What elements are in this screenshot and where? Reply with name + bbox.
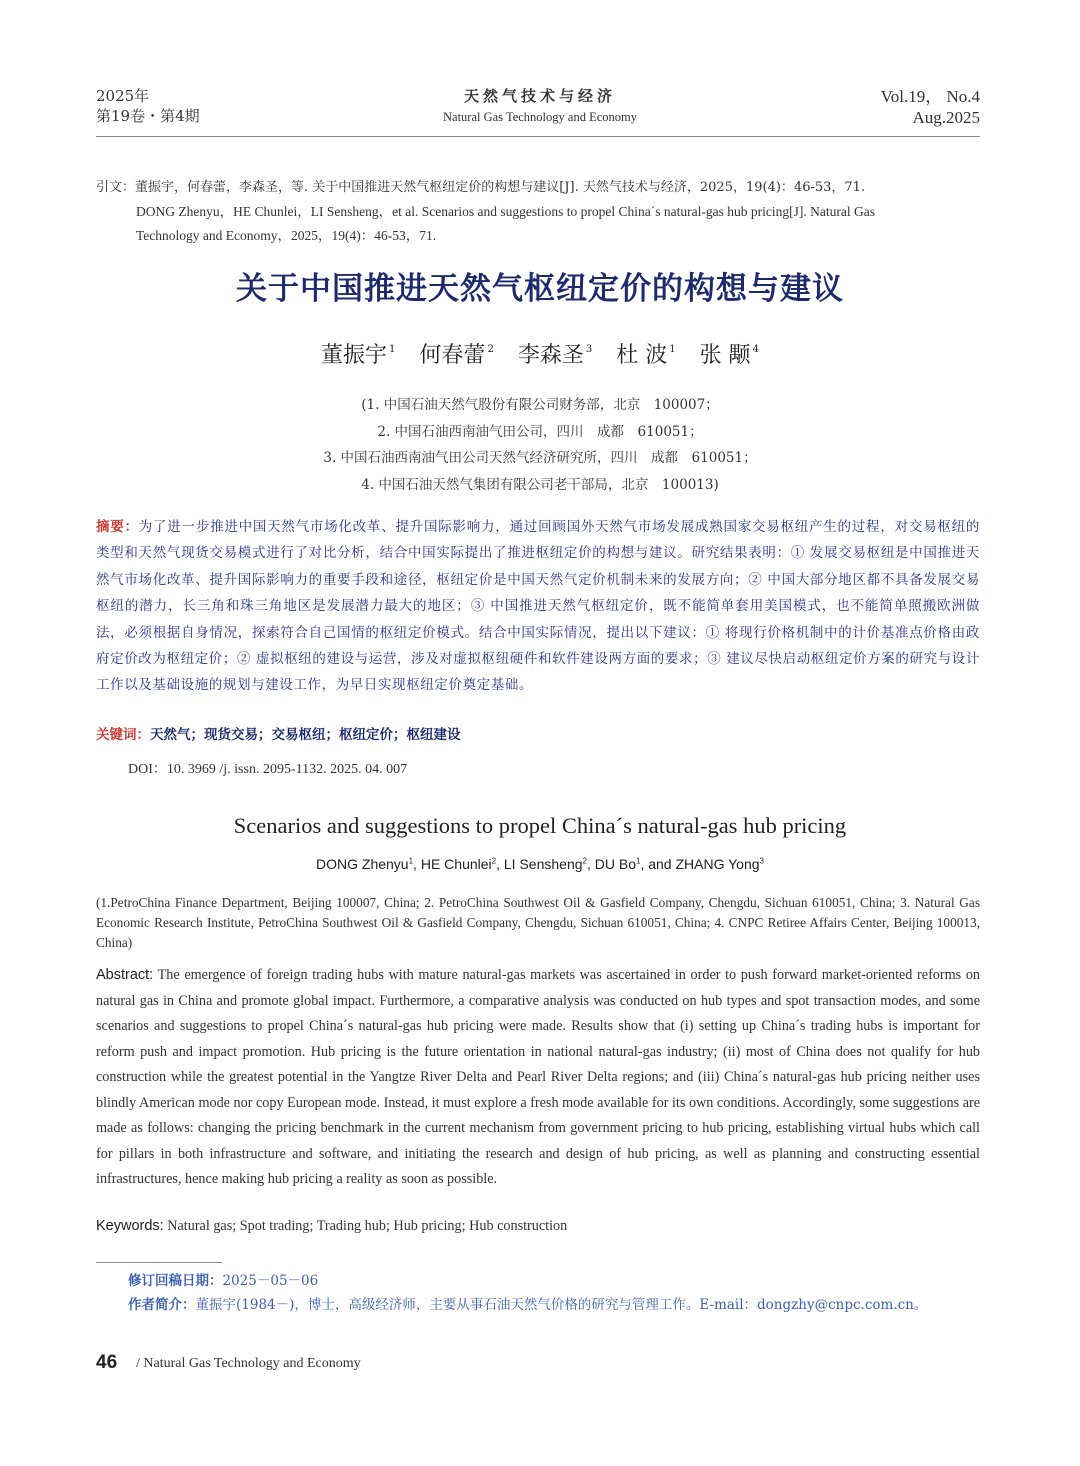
affiliation-4: 4. 中国石油天然气集团有限公司老干部局，北京 100013) bbox=[361, 476, 719, 493]
author-name-en: DONG Zhenyu bbox=[316, 856, 409, 872]
author-cn bbox=[616, 343, 675, 368]
abstract-en-text: The emergence of foreign trading hubs with mature natural-gas markets was ascertained in order to push forward market-oriented reforms on natural gas in China and promote global impact. Furthermore, a comparative analysis was conducted on hub types and spot transaction modes, and some scenarios and suggestions to propel China´s natural-gas hub pricing were made. Results show that (i) setting up China´s trading hubs is important for reform push and impact promotion. Hub pricing is the future orientation in national natural-gas industry; (ii) most of China does not qualify for hub construction while the greatest potential in the Yangtze River Delta and Pearl River Delta regions; and (iii) China´s natural-gas hub pricing neither uses blindly American mode nor copy European mode. Instead, it must explore a fresh mode available for its own conditions. Accordingly, some suggestions are made as follows: changing the pricing benchmark in the current mechanism from government pricing to hub pricing, establishing virtual hubs which call for pillars in both infrastructure and software, and initiating the research and design of hub pricing, as well as planning and constructing essential infrastructures, hence making hub pricing a reality as soon as possible. bbox=[96, 967, 981, 1187]
author-name: 杜 波 bbox=[616, 343, 668, 368]
citation-en-line2: Technology and Economy，2025，19(4)：46-53，71. bbox=[136, 228, 437, 243]
author-cn bbox=[419, 343, 493, 368]
author-bio-line bbox=[96, 1294, 980, 1318]
doi: DOI：10. 3969 /j. issn. 2095-1132. 2025. 04. 007 bbox=[128, 762, 408, 777]
keywords-cn-label: 关键词： bbox=[96, 727, 150, 743]
affiliation-mark: 1 bbox=[669, 344, 676, 355]
journal-name-cn: 天然气技术与经济 bbox=[463, 87, 616, 105]
keywords-cn bbox=[96, 723, 980, 743]
article-title-cn: 关于中国推进天然气枢纽定价的构想与建议 bbox=[236, 271, 844, 307]
author-separator: , bbox=[586, 856, 595, 872]
author-separator: , bbox=[496, 856, 504, 872]
affiliation-mark: 3 bbox=[759, 856, 764, 866]
author-name-en: LI Sensheng bbox=[503, 856, 583, 872]
author-cn bbox=[321, 343, 395, 368]
affiliation-1: (1. 中国石油天然气股份有限公司财务部，北京 100007； bbox=[361, 397, 719, 413]
abstract-en-label: Abstract: bbox=[96, 967, 154, 983]
affiliation-mark: 2 bbox=[491, 856, 497, 866]
author-name: 董振宇 bbox=[321, 343, 388, 368]
author-name-en: ZHANG Yong bbox=[675, 856, 760, 872]
keywords-en-text: Natural gas; Spot trading; Trading hub; Hub pricing; Hub construction bbox=[167, 1218, 568, 1234]
affiliation-2: 2. 中国石油西南油气田公司，四川 成都 610051； bbox=[377, 423, 703, 440]
abstract-cn-label: 摘要： bbox=[96, 519, 139, 535]
affiliations-en: (1.PetroChina Finance Department, Beijing 100007, China; 2. PetroChina Southwest Oil & Gasfield Company, Chengdu, Sichuan 610051, China; 3. Natural Gas Economic Research Institute, PetroChina Southwest Oil & Gasfield Company, Chengdu, Sichuan 610051, China; 4. CNPC Retiree Affairs Center, Beijing 100013, China) bbox=[96, 895, 980, 950]
issue-date: Aug.2025 bbox=[912, 108, 980, 127]
affiliation-mark: 1 bbox=[635, 856, 641, 866]
abstract-en bbox=[96, 963, 980, 1193]
citation-block bbox=[96, 176, 980, 248]
issue-year: 2025年 bbox=[96, 87, 150, 105]
citation-cn: 引文：董振宇，何春蕾，李森圣，等. 关于中国推进天然气枢纽定价的构想与建议[J]. 天然气技术与经济，2025，19(4)：46-53，71. bbox=[96, 180, 866, 195]
author-separator: , bbox=[413, 856, 421, 872]
affiliation-mark: 2 bbox=[487, 344, 494, 355]
affiliation-mark: 1 bbox=[408, 856, 414, 866]
keywords-cn-text: 天然气；现货交易；交易枢纽；枢纽定价；枢纽建设 bbox=[150, 727, 461, 743]
affiliation-mark: 1 bbox=[389, 344, 396, 355]
revision-date-line bbox=[96, 1270, 980, 1294]
author-name: 何春蕾 bbox=[419, 343, 486, 368]
author-bio-label: 作者简介： bbox=[128, 1296, 196, 1313]
footnote bbox=[96, 1270, 980, 1317]
abstract-cn bbox=[96, 514, 980, 699]
affiliation-mark: 2 bbox=[582, 856, 587, 866]
abstract-cn-text: 为了进一步推进中国天然气市场化改革、提升国际影响力，通过回顾国外天然气市场发展成熟国家交易枢纽产生的过程，对交易枢纽的类型和天然气现货交易模式进行了对比分析，结合中国实际提出了推进枢纽定价的构想与建议。研究结果表明：① 发展交易枢纽是中国推进天然气市场化改革、提升国际影响力的重要手段和途径，枢纽定价是中国天然气定价机制未来的发展方向；② 中国大部分地区都不具备发展交易枢纽的潜力，长三角和珠三角地区是发展潜力最大的地区；③ 中国推进天然气枢纽定价，既不能简单套用美国模式，也不能简单照搬欧洲做法，必须根据自身情况，探索符合自己国情的枢纽定价模式。结合中国实际情况，提出以下建议：① 将现行价格机制中的计价基准点价格由政府定价改为枢纽定价；② 虚拟枢纽的建设与运营，涉及对虚拟枢纽硬件和软件建设两方面的要求；③ 建议尽快启动枢纽定价方案的研究与设计工作以及基础设施的规划与建设工作，为早日实现枢纽定价奠定基础。 bbox=[96, 519, 980, 694]
author-bio: 董振宇(1984－)，博士，高级经济师，主要从事石油天然气价格的研究与管理工作。E-mail：dongzhy@cnpc.com.cn。 bbox=[195, 1296, 928, 1313]
affiliation-mark: 3 bbox=[585, 344, 593, 355]
page-number: 46 bbox=[96, 1352, 118, 1373]
volume-number: Vol.19， No.4 bbox=[880, 87, 980, 106]
revision-date-label: 修订回稿日期： bbox=[128, 1273, 223, 1289]
issue-info bbox=[96, 86, 200, 126]
keywords-en bbox=[96, 1218, 980, 1235]
author-name: 张 颙 bbox=[699, 343, 751, 368]
journal-name-en: Natural Gas Technology and Economy bbox=[443, 110, 637, 124]
author-separator: , and bbox=[640, 856, 676, 872]
footer-journal-name: / Natural Gas Technology and Economy bbox=[136, 1356, 361, 1371]
affiliations-cn bbox=[60, 392, 1020, 498]
citation-en-line1: DONG Zhenyu，HE Chunlei，LI Sensheng，et al. Scenarios and suggestions to propel China´s natural-gas hub pricing[J]. Natural Gas bbox=[136, 204, 875, 219]
affiliation-mark: 4 bbox=[752, 344, 759, 355]
revision-date: 2025－05－06 bbox=[222, 1273, 319, 1289]
author-cn bbox=[518, 343, 592, 368]
keywords-en-label: Keywords: bbox=[96, 1218, 164, 1234]
affiliation-3: 3. 中国石油西南油气田公司天然气经济研究所，四川 成都 610051； bbox=[323, 450, 757, 466]
footnote-divider bbox=[96, 1262, 222, 1263]
article-title-en: Scenarios and suggestions to propel China´s natural-gas hub pricing bbox=[233, 813, 847, 838]
author-name-en: DU Bo bbox=[594, 856, 636, 872]
author-cn bbox=[700, 343, 759, 368]
author-name: 李森圣 bbox=[517, 343, 584, 368]
issue-volume: 第19卷・第4期 bbox=[96, 107, 200, 125]
volume-info bbox=[881, 86, 980, 128]
header-divider bbox=[96, 136, 980, 137]
author-list-en bbox=[60, 856, 1020, 872]
author-list-cn bbox=[60, 338, 1020, 369]
author-name-en: HE Chunlei bbox=[420, 856, 492, 872]
journal-masthead bbox=[340, 86, 740, 125]
